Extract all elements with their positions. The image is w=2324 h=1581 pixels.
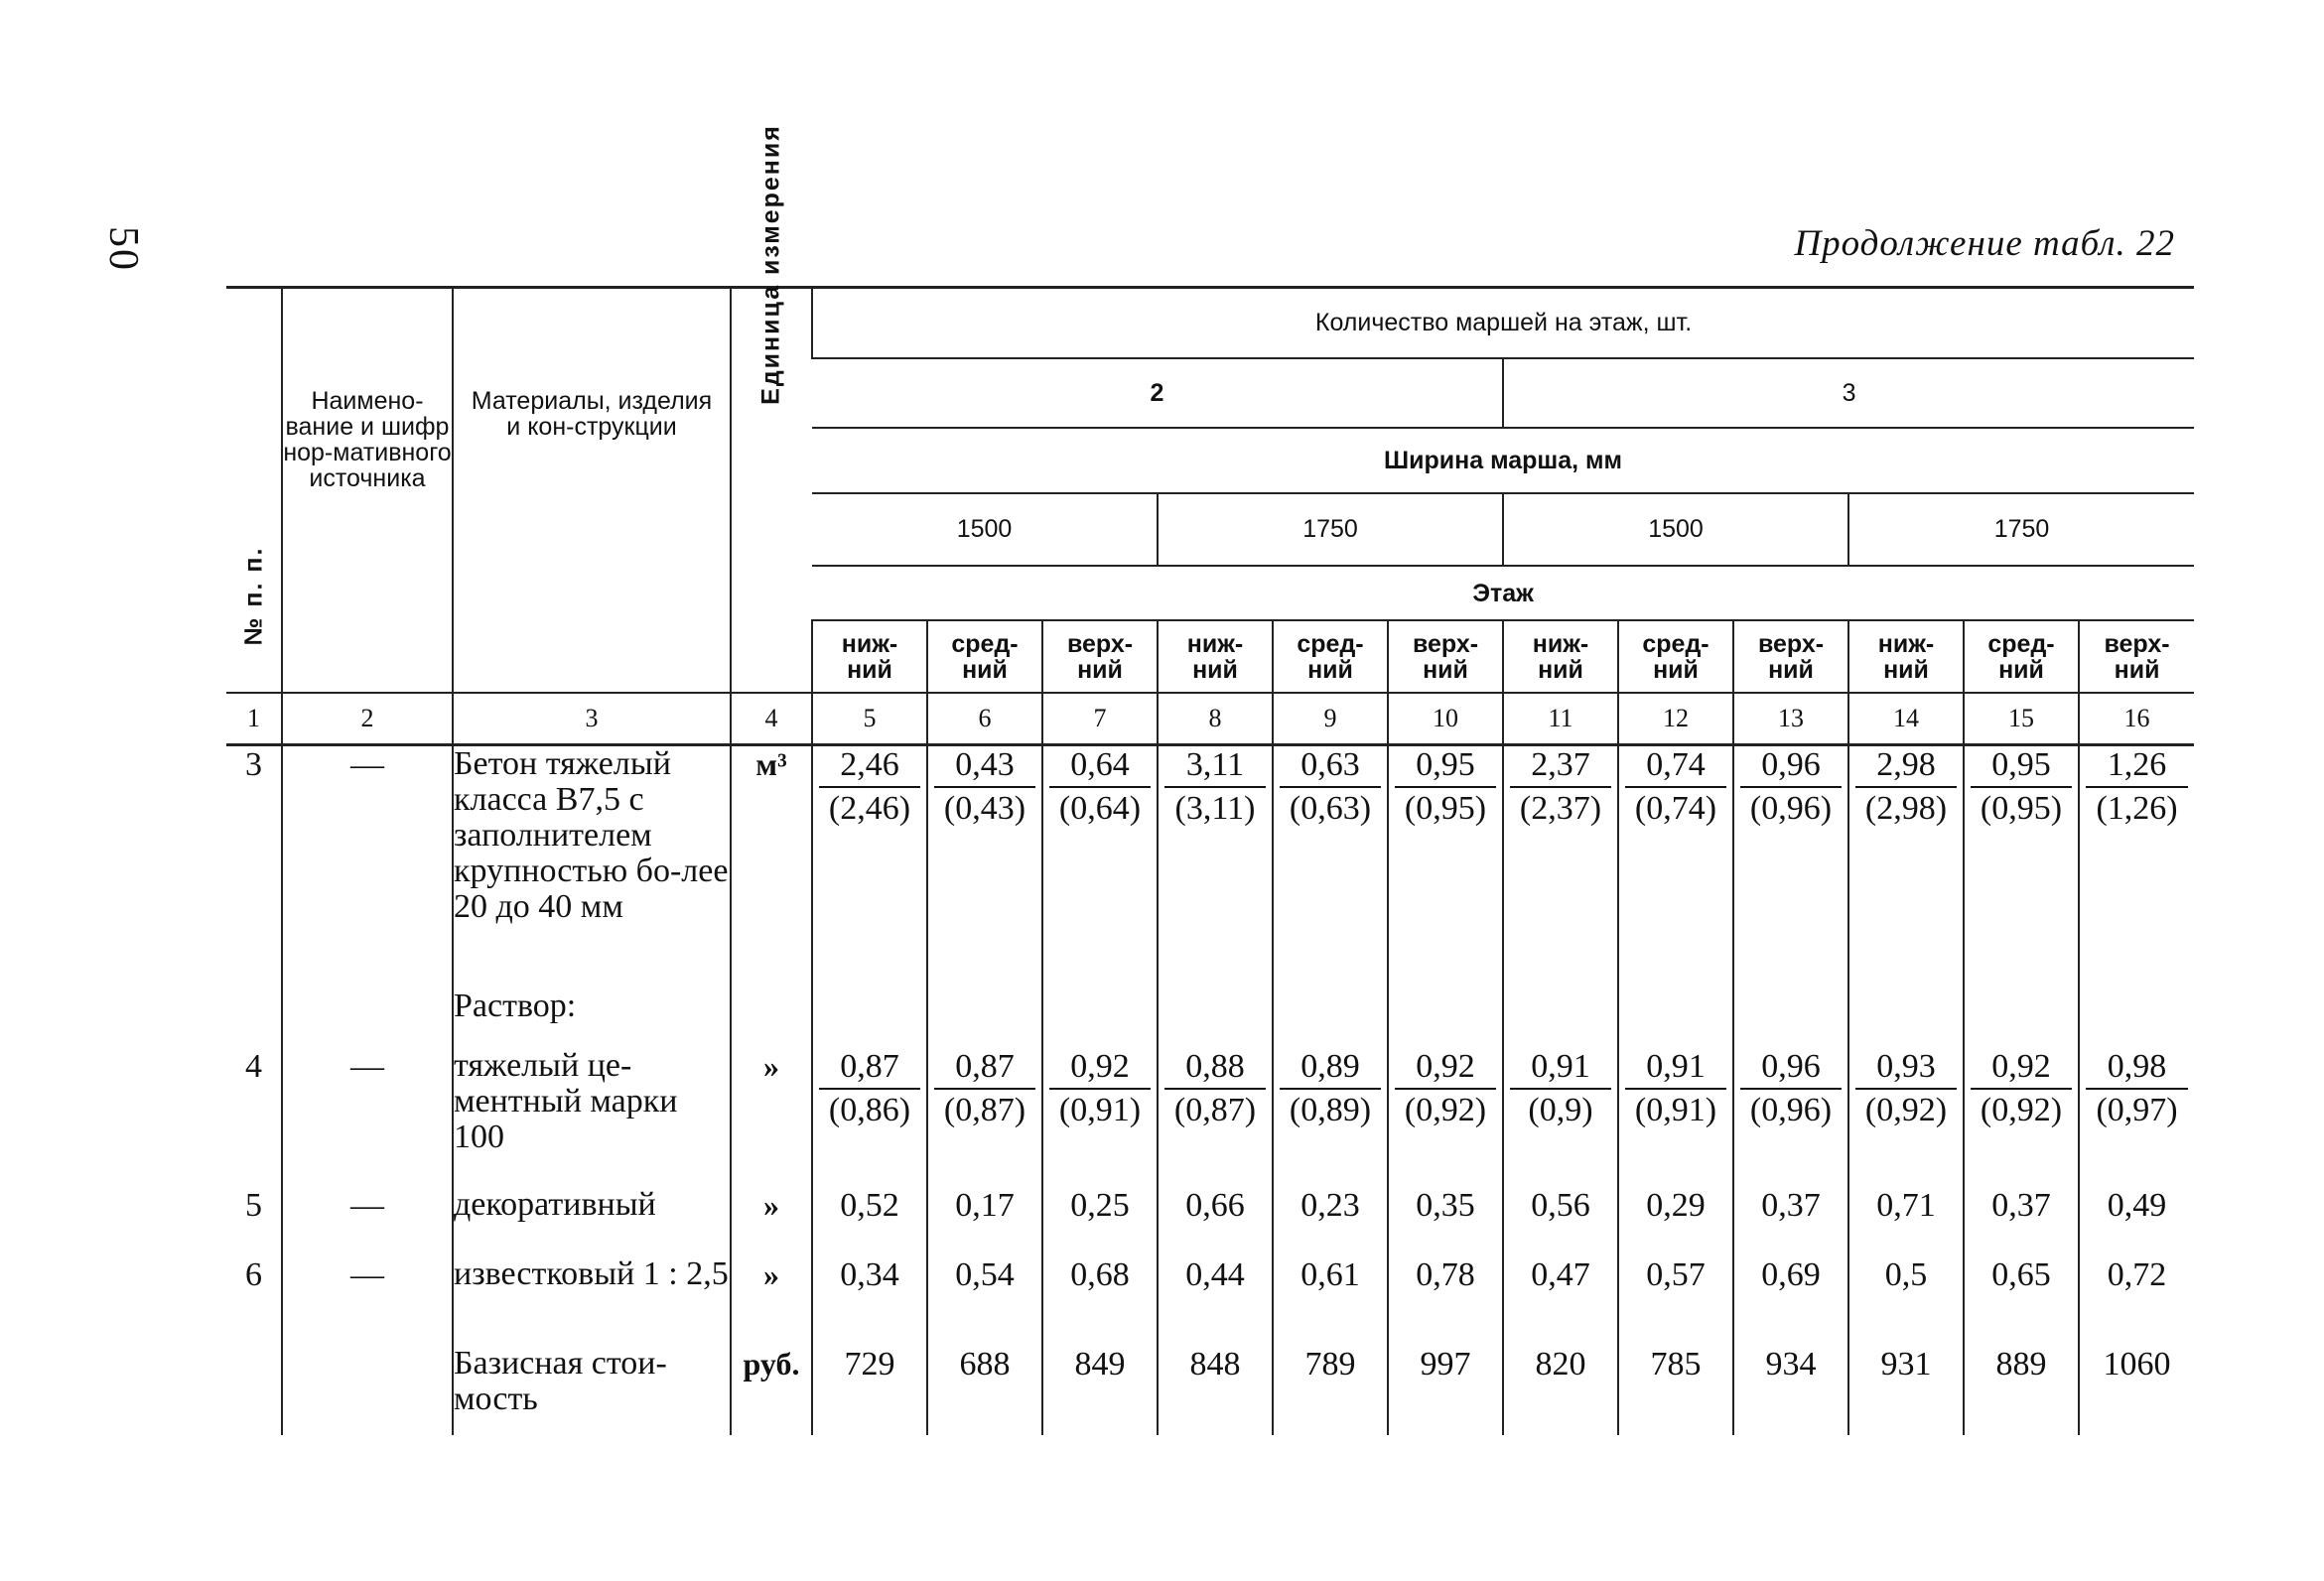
- value-cell: [812, 745, 927, 988]
- value-main: 0,37: [1761, 1186, 1821, 1224]
- header-width-1750-a: 1750: [1158, 493, 1503, 566]
- value-cell: [1273, 1346, 1388, 1435]
- value-cell: [1388, 1048, 1503, 1187]
- value-main: 931: [1880, 1345, 1932, 1383]
- value-cell: [1503, 988, 1618, 1048]
- value-main: 3,11: [1164, 746, 1266, 788]
- column-number: 4: [731, 693, 812, 745]
- header-floor: ниж-ний: [1503, 620, 1618, 693]
- column-number: 8: [1158, 693, 1273, 745]
- value-cell: [1042, 1187, 1158, 1256]
- page-number: 50: [100, 226, 146, 272]
- value-main: 889: [1995, 1345, 2047, 1383]
- header-floor: верх-ний: [1733, 620, 1848, 693]
- value-cell: [1273, 745, 1388, 988]
- value-cell: [1618, 1048, 1733, 1187]
- value-alt: (0,95): [1404, 790, 1487, 827]
- value-main: 0,87: [819, 1048, 920, 1090]
- value-main: 0,29: [1646, 1186, 1706, 1224]
- table-body: [226, 745, 2194, 1435]
- value-cell: [1158, 745, 1273, 988]
- value-cell: [1503, 1256, 1618, 1346]
- value-main: 729: [844, 1345, 895, 1383]
- column-number: 15: [1964, 693, 2079, 745]
- value-main: 0,57: [1646, 1255, 1706, 1293]
- value-main: 0,43: [934, 746, 1035, 788]
- value-main: 0,91: [1510, 1048, 1611, 1090]
- table-row: [226, 745, 2194, 988]
- value-main: 0,63: [1280, 746, 1381, 788]
- value-cell: [1503, 1346, 1618, 1435]
- value-main: 2,98: [1855, 746, 1957, 788]
- value-main: 0,61: [1300, 1255, 1360, 1293]
- value-cell: [927, 1256, 1042, 1346]
- header-floor: сред-ний: [1273, 620, 1388, 693]
- row-material: декоративный: [453, 1187, 731, 1256]
- row-number: 6: [245, 1255, 262, 1293]
- value-main: 0,87: [934, 1048, 1035, 1090]
- value-cell: [1618, 1187, 1733, 1256]
- column-number: 3: [453, 693, 731, 745]
- value-cell: [1388, 988, 1503, 1048]
- row-number: [226, 988, 282, 1048]
- header-floor-title: Этаж: [812, 566, 2194, 620]
- value-cell: [2079, 1187, 2194, 1256]
- value-main: 0,74: [1625, 746, 1726, 788]
- value-cell: [1618, 988, 1733, 1048]
- row-source: —: [282, 1256, 453, 1346]
- value-cell: [927, 1346, 1042, 1435]
- row-material: Раствор:: [453, 988, 731, 1048]
- value-cell: [1273, 988, 1388, 1048]
- value-cell: [1618, 745, 1733, 988]
- row-source: —: [282, 1187, 453, 1256]
- value-cell: [927, 1187, 1042, 1256]
- header-row-number: № п. п.: [226, 288, 282, 621]
- value-main: 0,23: [1300, 1186, 1360, 1224]
- value-cell: [927, 745, 1042, 988]
- value-cell: [1388, 1346, 1503, 1435]
- value-main: 0,93: [1855, 1048, 1957, 1090]
- value-main: 0,37: [1991, 1186, 2051, 1224]
- row-source: —: [282, 1048, 453, 1187]
- value-alt: (0,96): [1749, 1091, 1833, 1128]
- header-unit: Единица измерения: [731, 288, 812, 621]
- value-main: 0,65: [1991, 1255, 2051, 1293]
- column-number: 14: [1848, 693, 1964, 745]
- value-cell: [812, 988, 927, 1048]
- value-main: 0,89: [1280, 1048, 1381, 1090]
- column-number: 6: [927, 693, 1042, 745]
- row-number: 5: [245, 1186, 262, 1224]
- row-source: [282, 1346, 453, 1435]
- value-cell: [2079, 745, 2194, 988]
- value-alt: (0,87): [943, 1091, 1026, 1128]
- row-unit: »: [731, 1256, 812, 1346]
- value-main: 2,37: [1510, 746, 1611, 788]
- value-main: 1,26: [2086, 746, 2188, 788]
- value-main: 0,92: [1395, 1048, 1496, 1090]
- value-alt: (0,92): [1980, 1091, 2063, 1128]
- column-numbers-row: [226, 693, 2194, 745]
- value-main: 789: [1304, 1345, 1356, 1383]
- value-cell: [1042, 1048, 1158, 1187]
- row-unit: [731, 988, 812, 1048]
- value-alt: (3,11): [1174, 790, 1256, 827]
- value-main: 0,52: [840, 1186, 899, 1224]
- table-continuation-caption: Продолжение табл. 22: [1794, 223, 2175, 264]
- value-alt: (0,91): [1058, 1091, 1142, 1128]
- value-main: 0,17: [955, 1186, 1015, 1224]
- value-main: 0,25: [1070, 1186, 1130, 1224]
- value-main: 820: [1535, 1345, 1586, 1383]
- column-number: 2: [282, 693, 453, 745]
- value-main: 0,47: [1531, 1255, 1590, 1293]
- value-cell: [1042, 1256, 1158, 1346]
- value-main: 0,78: [1416, 1255, 1475, 1293]
- value-main: 0,88: [1164, 1048, 1266, 1090]
- value-alt: (0,92): [1404, 1091, 1487, 1128]
- value-cell: [1848, 1048, 1964, 1187]
- value-cell: [1733, 1346, 1848, 1435]
- row-source: [282, 988, 453, 1048]
- value-main: 934: [1765, 1345, 1817, 1383]
- value-main: 688: [959, 1345, 1011, 1383]
- value-cell: [1273, 1187, 1388, 1256]
- value-main: 0,91: [1625, 1048, 1726, 1090]
- value-cell: [1158, 1346, 1273, 1435]
- value-cell: [1273, 1048, 1388, 1187]
- value-main: 785: [1650, 1345, 1702, 1383]
- value-alt: (0,89): [1289, 1091, 1372, 1128]
- value-cell: [1388, 1256, 1503, 1346]
- value-cell: [2079, 1346, 2194, 1435]
- value-cell: [1964, 988, 2079, 1048]
- header-floor: сред-ний: [1618, 620, 1733, 693]
- header-width-title: Ширина марша, мм: [812, 428, 2194, 492]
- value-main: 0,35: [1416, 1186, 1475, 1224]
- value-cell: [1733, 1048, 1848, 1187]
- header-width-1500-b: 1500: [1503, 493, 1848, 566]
- value-main: 0,34: [840, 1255, 899, 1293]
- value-main: 0,69: [1761, 1255, 1821, 1293]
- header-materials: Материалы, изделия и кон-струкции: [453, 288, 731, 621]
- value-cell: [1503, 1048, 1618, 1187]
- value-cell: [1733, 988, 1848, 1048]
- value-main: 0,95: [1395, 746, 1496, 788]
- value-cell: [812, 1187, 927, 1256]
- row-material: Базисная стои-мость: [453, 1346, 731, 1435]
- value-cell: [1158, 988, 1273, 1048]
- value-cell: [1848, 1346, 1964, 1435]
- value-main: 0,96: [1740, 1048, 1842, 1090]
- value-alt: (0,95): [1980, 790, 2063, 827]
- column-number: 10: [1388, 693, 1503, 745]
- value-cell: [1042, 1346, 1158, 1435]
- value-cell: [1618, 1256, 1733, 1346]
- value-cell: [927, 1048, 1042, 1187]
- value-main: 848: [1189, 1345, 1241, 1383]
- table-row: [226, 1187, 2194, 1256]
- column-number: 13: [1733, 693, 1848, 745]
- value-cell: [2079, 1256, 2194, 1346]
- value-alt: (0,97): [2096, 1091, 2178, 1128]
- value-cell: [1964, 745, 2079, 988]
- value-main: 849: [1074, 1345, 1126, 1383]
- value-main: 0,71: [1876, 1186, 1936, 1224]
- value-cell: [1848, 745, 1964, 988]
- value-cell: [1964, 1256, 2079, 1346]
- value-cell: [1042, 988, 1158, 1048]
- value-cell: [812, 1048, 927, 1187]
- header-marches-2: 2: [812, 358, 1503, 429]
- header-width-1500-a: 1500: [812, 493, 1158, 566]
- value-alt: (2,37): [1519, 790, 1602, 827]
- value-main: 0,72: [2107, 1255, 2167, 1293]
- row-material: тяжелый це-ментный марки 100: [453, 1048, 731, 1187]
- value-cell: [1158, 1256, 1273, 1346]
- column-number: 11: [1503, 693, 1618, 745]
- value-cell: [1733, 745, 1848, 988]
- column-number: 1: [226, 693, 282, 745]
- value-main: 0,92: [1049, 1048, 1151, 1090]
- value-cell: [1618, 1346, 1733, 1435]
- header-floor: верх-ний: [1042, 620, 1158, 693]
- header-marches-3: 3: [1503, 358, 2194, 429]
- header-source: Наимено-вание и шифр нор-мативного источника: [282, 288, 453, 621]
- table-row: [226, 1256, 2194, 1346]
- value-main: 0,44: [1185, 1255, 1245, 1293]
- row-number: [226, 1346, 282, 1435]
- value-alt: (0,86): [828, 1091, 911, 1128]
- value-cell: [1158, 1187, 1273, 1256]
- row-unit: м³: [731, 745, 812, 988]
- value-cell: [1503, 1187, 1618, 1256]
- row-material: Бетон тяжелый класса В7,5 с заполнителем крупностью бо-лее 20 до 40 мм: [453, 745, 731, 988]
- header-floor: верх-ний: [1388, 620, 1503, 693]
- value-alt: (0,92): [1864, 1091, 1948, 1128]
- value-alt: (0,63): [1289, 790, 1372, 827]
- value-cell: [1042, 745, 1158, 988]
- value-cell: [1964, 1187, 2079, 1256]
- header-floor: ниж-ний: [1848, 620, 1964, 693]
- row-number: 4: [245, 1047, 262, 1085]
- header-floor: ниж-ний: [1158, 620, 1273, 693]
- value-alt: (1,26): [2096, 790, 2178, 827]
- value-main: 0,5: [1884, 1255, 1928, 1293]
- value-main: 2,46: [819, 746, 920, 788]
- value-main: 0,49: [2107, 1186, 2167, 1224]
- value-cell: [1964, 1048, 2079, 1187]
- value-main: 0,96: [1740, 746, 1842, 788]
- header-floor: ниж-ний: [812, 620, 927, 693]
- header-width-1750-b: 1750: [1848, 493, 2194, 566]
- value-main: 0,98: [2086, 1048, 2188, 1090]
- column-number: 5: [812, 693, 927, 745]
- row-unit: »: [731, 1187, 812, 1256]
- header-marches-title: Количество маршей на этаж, шт.: [812, 288, 2194, 358]
- value-cell: [1503, 745, 1618, 988]
- value-cell: [927, 988, 1042, 1048]
- table-row: [226, 1048, 2194, 1187]
- header-floor: сред-ний: [927, 620, 1042, 693]
- value-cell: [1733, 1187, 1848, 1256]
- value-alt: (0,87): [1173, 1091, 1257, 1128]
- value-alt: (2,98): [1864, 790, 1948, 827]
- value-alt: (0,43): [943, 790, 1026, 827]
- value-cell: [1388, 1187, 1503, 1256]
- value-main: 997: [1420, 1345, 1471, 1383]
- value-cell: [2079, 1048, 2194, 1187]
- value-cell: [812, 1256, 927, 1346]
- value-cell: [1733, 1256, 1848, 1346]
- value-alt: (0,96): [1749, 790, 1833, 827]
- value-main: 0,56: [1531, 1186, 1590, 1224]
- value-main: 0,54: [955, 1255, 1015, 1293]
- value-alt: (0,64): [1058, 790, 1142, 827]
- row-source: —: [282, 745, 453, 988]
- value-cell: [1848, 1187, 1964, 1256]
- value-main: 0,64: [1049, 746, 1151, 788]
- column-number: 16: [2079, 693, 2194, 745]
- row-material: известковый 1 : 2,5: [453, 1256, 731, 1346]
- value-alt: (2,46): [828, 790, 911, 827]
- value-cell: [2079, 988, 2194, 1048]
- header-floor: сред-ний: [1964, 620, 2079, 693]
- column-number: 12: [1618, 693, 1733, 745]
- value-cell: [1848, 988, 1964, 1048]
- header-floor: верх-ний: [2079, 620, 2194, 693]
- value-cell: [1848, 1256, 1964, 1346]
- value-alt: (0,9): [1528, 1091, 1593, 1128]
- row-unit: »: [731, 1048, 812, 1187]
- value-main: 0,68: [1070, 1255, 1130, 1293]
- row-unit: руб.: [731, 1346, 812, 1435]
- value-alt: (0,74): [1634, 790, 1717, 827]
- value-alt: (0,91): [1634, 1091, 1717, 1128]
- value-cell: [1388, 745, 1503, 988]
- value-cell: [1273, 1256, 1388, 1346]
- value-main: 0,95: [1971, 746, 2072, 788]
- value-main: 1060: [2103, 1345, 2171, 1383]
- value-main: 0,92: [1971, 1048, 2072, 1090]
- value-cell: [1158, 1048, 1273, 1187]
- row-number: 3: [245, 746, 262, 783]
- column-number: 9: [1273, 693, 1388, 745]
- column-number: 7: [1042, 693, 1158, 745]
- table-row: [226, 988, 2194, 1048]
- value-cell: [812, 1346, 927, 1435]
- value-main: 0,66: [1185, 1186, 1245, 1224]
- table-row: [226, 1346, 2194, 1435]
- value-cell: [1964, 1346, 2079, 1435]
